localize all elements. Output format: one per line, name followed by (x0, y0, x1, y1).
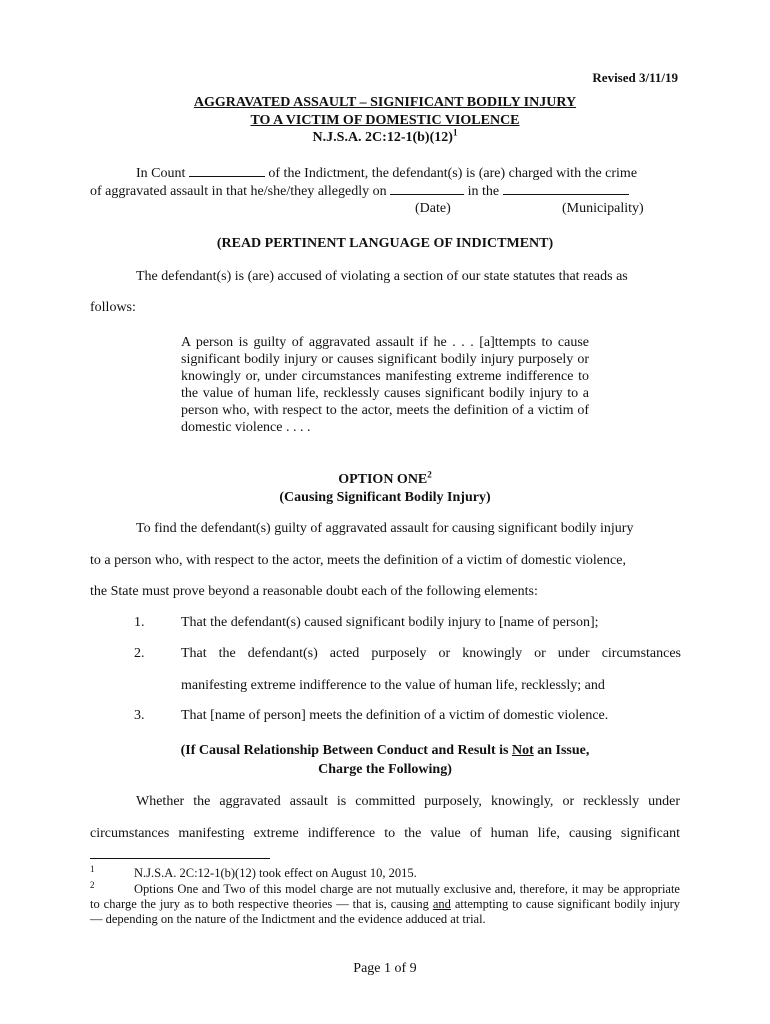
causal-heading-line-2: Charge the Following) (318, 762, 452, 777)
date-blank (390, 184, 464, 195)
footnote-separator (90, 858, 270, 859)
page-number: Page 1 of 9 (353, 961, 417, 976)
element-text: That the defendant(s) acted purposely or knowingly or under circumstances (181, 646, 681, 661)
title-line-2: TO A VICTIM OF DOMESTIC VIOLENCE (250, 113, 520, 128)
option-one-heading-text: OPTION ONE (338, 472, 428, 487)
causal-heading (90, 743, 680, 759)
element-number: 2. (134, 646, 145, 661)
option-one-para-line-2: to a person who, with respect to the actor, meets the definition of a victim of domestic violence, (90, 553, 626, 568)
read-instruction: (READ PERTINENT LANGUAGE OF INDICTMENT) (216, 236, 554, 251)
element-number: 3. (134, 708, 145, 723)
element-text: That the defendant(s) caused significant bodily injury to [name of person]; (181, 615, 599, 630)
option-one-heading (90, 469, 680, 488)
footnote-ref-1: 1 (452, 127, 458, 138)
footnote-1: 1 N.J.S.A. 2C:12-1(b)(12) took effect on August 10, 2015. (90, 863, 417, 880)
date-label: (Date) (415, 201, 451, 216)
causal-heading-not: Not (511, 743, 534, 758)
causal-para-line-1: Whether the aggravated assault is committed purposely, knowingly, or recklessly under (136, 794, 680, 809)
option-one-para-line-3: the State must prove beyond a reasonable doubt each of the following elements: (90, 584, 538, 599)
title-statute (90, 127, 680, 146)
element-text: That [name of person] meets the definition of a victim of domestic violence. (181, 708, 609, 723)
statute-intro-line-1: The defendant(s) is (are) accused of violating a section of our state statutes that reads as (136, 269, 628, 284)
footnote-2: 2 Options One and Two of this model charge are not mutually exclusive and, therefore, it may be appropriate to charge the jury as to both respective theories — that is, causing and attempting to cause significant bodily injury — depending on the nature of the Indictment and the evidence adduced at trial. (90, 879, 680, 926)
element-number: 1. (134, 615, 145, 630)
causal-para-line-2: circumstances manifesting extreme indifference to the value of human life, causing significant (90, 826, 680, 841)
footnote-2-text-pre: Options One and Two of this model charge are not mutually exclusive and, therefore, it may be appropriate to charge the jury as to both respective theories — that is, causing (90, 882, 680, 911)
revised-date: Revised 3/11/19 (592, 70, 678, 85)
footnote-2-text-and: and (432, 897, 451, 911)
intro-line2-pre: of aggravated assault in that he/she/they allegedly on (90, 184, 387, 199)
intro-line-2 (90, 183, 680, 201)
footnote-2-text-post: attempting to cause significant bodily injury — depending on the nature of the Indictment and the evidence adduced at trial. (90, 897, 680, 926)
count-blank (189, 166, 265, 177)
footnote-ref-2: 2 (427, 469, 432, 480)
title-line-1: AGGRAVATED ASSAULT – SIGNIFICANT BODILY INJURY (193, 95, 577, 110)
causal-heading-post: an Issue, (533, 743, 590, 758)
option-one-para-line-1: To find the defendant(s) guilty of aggravated assault for causing significant bodily injury (136, 521, 634, 536)
municipality-label: (Municipality) (562, 201, 644, 216)
element-text-continued: manifesting extreme indifference to the value of human life, recklessly; and (181, 678, 605, 693)
statute-intro-line-2: follows: (90, 300, 136, 315)
title-statute-text: N.J.S.A. 2C:12-1(b)(12) (312, 130, 453, 145)
statute-quote: A person is guilty of aggravated assault if he . . . [a]ttempts to cause significant bodily injury or causes significant bodily injury purposely or knowingly or, under circumstances manifesting extreme indifference to the value of human life, recklessly causes significant bodily injury to a person who, with respect to the actor, meets the definition of a victim of domestic violence . . . . (181, 335, 589, 435)
causal-heading-pre: (If Causal Relationship Between Conduct and Result is (180, 743, 512, 758)
option-one-subheading: (Causing Significant Bodily Injury) (279, 490, 491, 505)
intro-line1-post: of the Indictment, the defendant(s) is (are) charged with the crime (268, 166, 638, 181)
municipality-blank (503, 184, 629, 195)
intro-line1-pre: In Count (136, 166, 186, 181)
intro-line-1 (90, 165, 680, 183)
footnote-1-text: N.J.S.A. 2C:12-1(b)(12) took effect on August 10, 2015. (134, 866, 417, 880)
intro-line2-mid: in the (467, 184, 500, 199)
